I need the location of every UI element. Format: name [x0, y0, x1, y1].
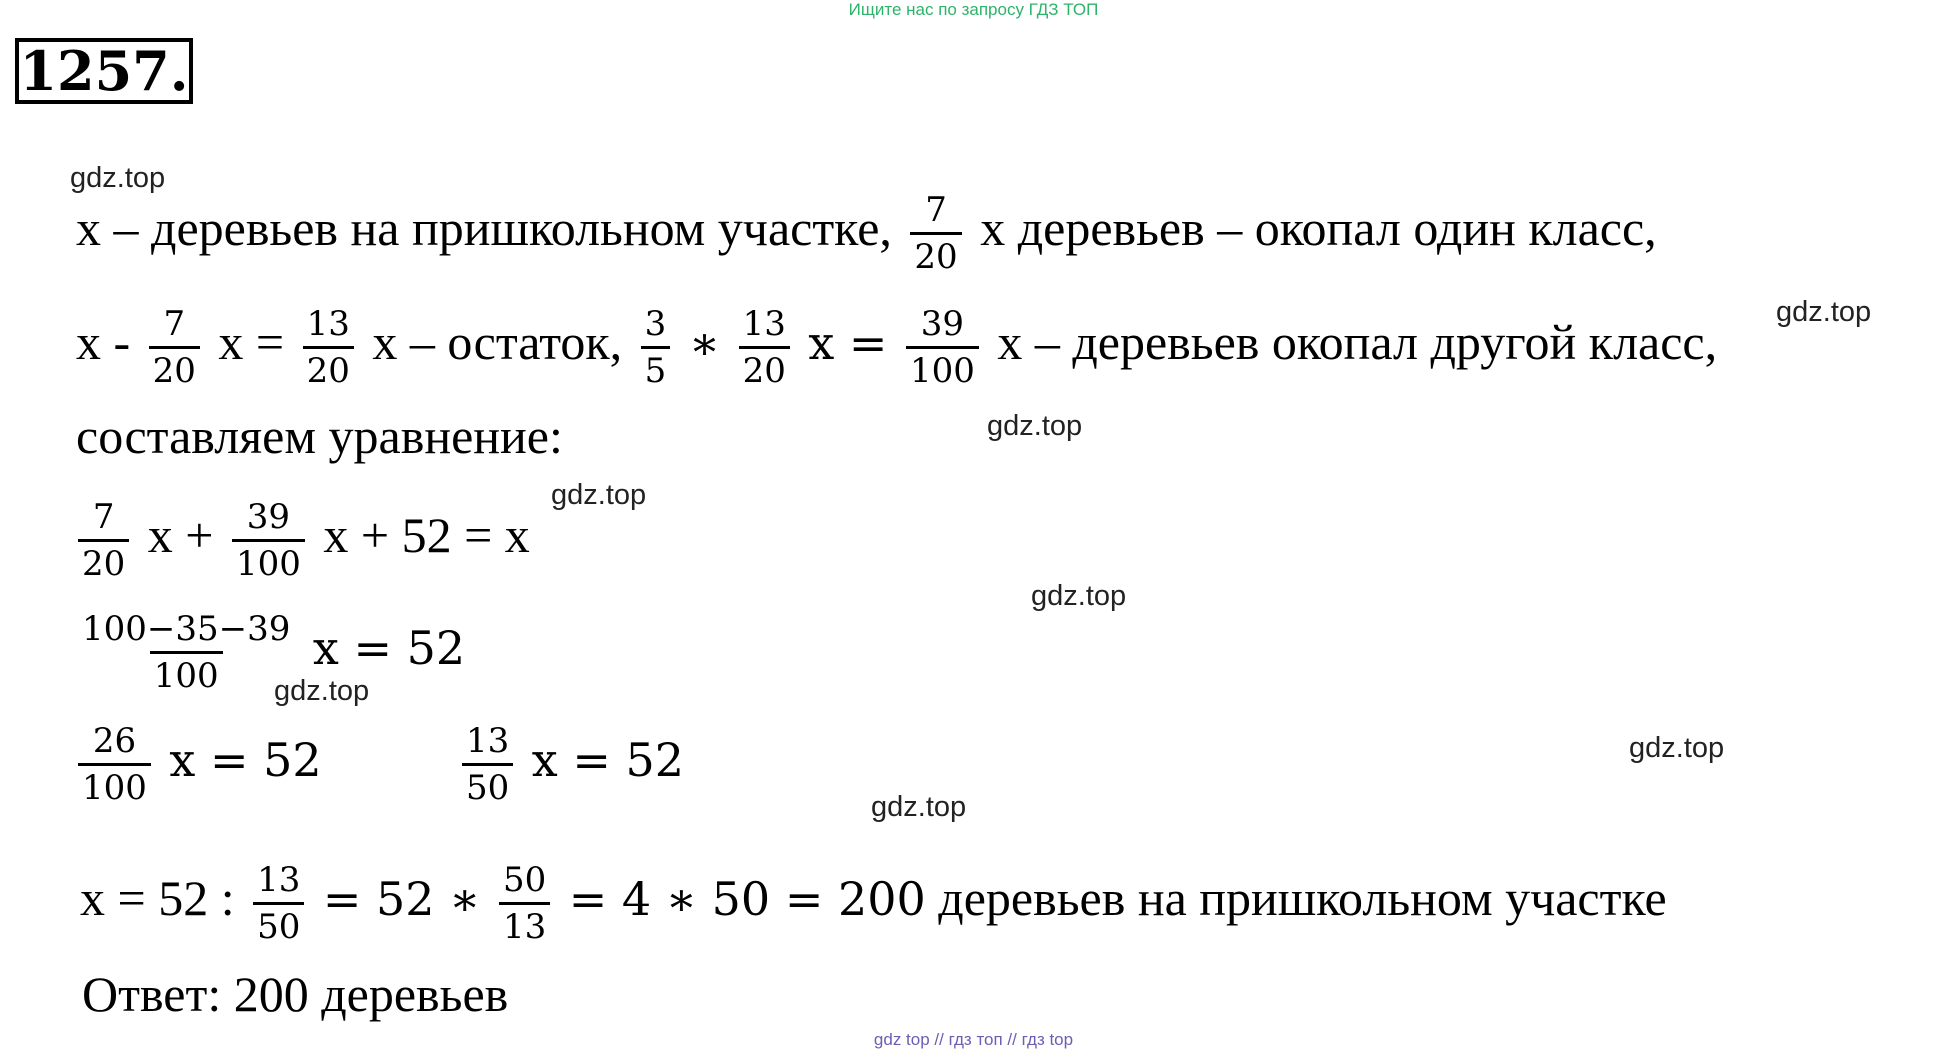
- eq1-rest: x + 52 = x: [323, 506, 530, 563]
- eq4-start: x = 52 :: [80, 869, 235, 926]
- denominator: 20: [149, 346, 200, 391]
- line2-x-eq2: x =: [808, 315, 888, 370]
- line1-text-b: x деревьев – окопал один класс,: [980, 199, 1657, 256]
- watermark: gdz.top: [871, 791, 967, 823]
- denominator: 20: [910, 232, 961, 277]
- fraction: [149, 304, 200, 391]
- numerator: 7: [92, 497, 115, 537]
- fraction: [78, 497, 129, 584]
- denominator: 20: [78, 539, 129, 584]
- numerator: 7: [163, 304, 186, 344]
- equation-2: [72, 609, 465, 696]
- line1-text-a: x – деревьев на пришкольном участке,: [76, 199, 892, 256]
- equation-4: [80, 860, 1667, 947]
- solution-line-2: [76, 304, 1717, 391]
- top-banner: Ищите нас по запросу ГДЗ ТОП: [848, 0, 1099, 19]
- fraction: [232, 497, 305, 584]
- denominator: 100: [78, 763, 151, 808]
- eq4-text: деревьев на пришкольном участке: [938, 869, 1667, 926]
- fraction: [739, 304, 790, 391]
- watermark: gdz.top: [70, 162, 166, 194]
- multiply-sign: ∗: [688, 315, 721, 370]
- numerator: 13: [257, 860, 301, 900]
- denominator: 20: [739, 346, 790, 391]
- solution-line-3: составляем уравнение:: [76, 408, 563, 464]
- watermark: gdz.top: [1776, 296, 1872, 328]
- equation-1: [72, 497, 530, 584]
- denominator: 50: [462, 763, 513, 808]
- numerator: 39: [246, 497, 291, 537]
- numerator: 26: [92, 721, 137, 761]
- line2-text: x – деревьев окопал другой класс,: [997, 313, 1718, 370]
- denominator: 100: [150, 651, 223, 696]
- eq3-result-1: x = 52: [169, 732, 322, 787]
- numerator: 13: [466, 721, 510, 761]
- watermark: gdz.top: [1629, 732, 1725, 764]
- solution-line-1: [76, 190, 1657, 277]
- fraction: [641, 304, 671, 391]
- eq2-rest: x = 52: [312, 620, 466, 675]
- line2-x-eq: x =: [218, 313, 285, 370]
- numerator: 3: [644, 304, 667, 344]
- denominator: 20: [303, 346, 354, 391]
- denominator: 100: [232, 539, 305, 584]
- fraction: [462, 721, 513, 808]
- denominator: 13: [499, 902, 550, 947]
- numerator: 39: [920, 304, 965, 344]
- footer-watermark: gdz top // гдз топ // гдз top: [873, 1030, 1074, 1049]
- numerator: 13: [742, 304, 786, 344]
- watermark: gdz.top: [1031, 580, 1127, 612]
- fraction: [253, 860, 304, 947]
- numerator: 7: [925, 190, 947, 230]
- watermark: gdz.top: [987, 410, 1083, 442]
- equation-3a: [72, 721, 322, 808]
- problem-number: 1257.: [15, 38, 193, 104]
- line2-rest: x – остаток,: [372, 313, 623, 370]
- fraction: [906, 304, 979, 391]
- fraction: [78, 721, 151, 808]
- eq3-result-2: x = 52: [531, 732, 685, 787]
- watermark: gdz.top: [274, 675, 370, 707]
- numerator: 100−35−39: [82, 609, 291, 649]
- denominator: 50: [253, 902, 304, 947]
- line2-x-minus: x -: [76, 313, 131, 370]
- denominator: 100: [906, 346, 979, 391]
- fraction: [910, 190, 961, 277]
- eq4-end: = 4 ∗ 50 = 200: [568, 871, 926, 926]
- watermark: gdz.top: [551, 479, 647, 511]
- equation-3b: [456, 721, 684, 808]
- numerator: 13: [306, 304, 350, 344]
- denominator: 5: [641, 346, 671, 391]
- numerator: 50: [502, 860, 547, 900]
- answer: Ответ: 200 деревьев: [82, 966, 509, 1022]
- eq4-mid: = 52 ∗: [322, 871, 481, 926]
- fraction: [303, 304, 354, 391]
- eq1-plus: x +: [147, 506, 214, 563]
- fraction: [78, 609, 294, 696]
- fraction: [499, 860, 550, 947]
